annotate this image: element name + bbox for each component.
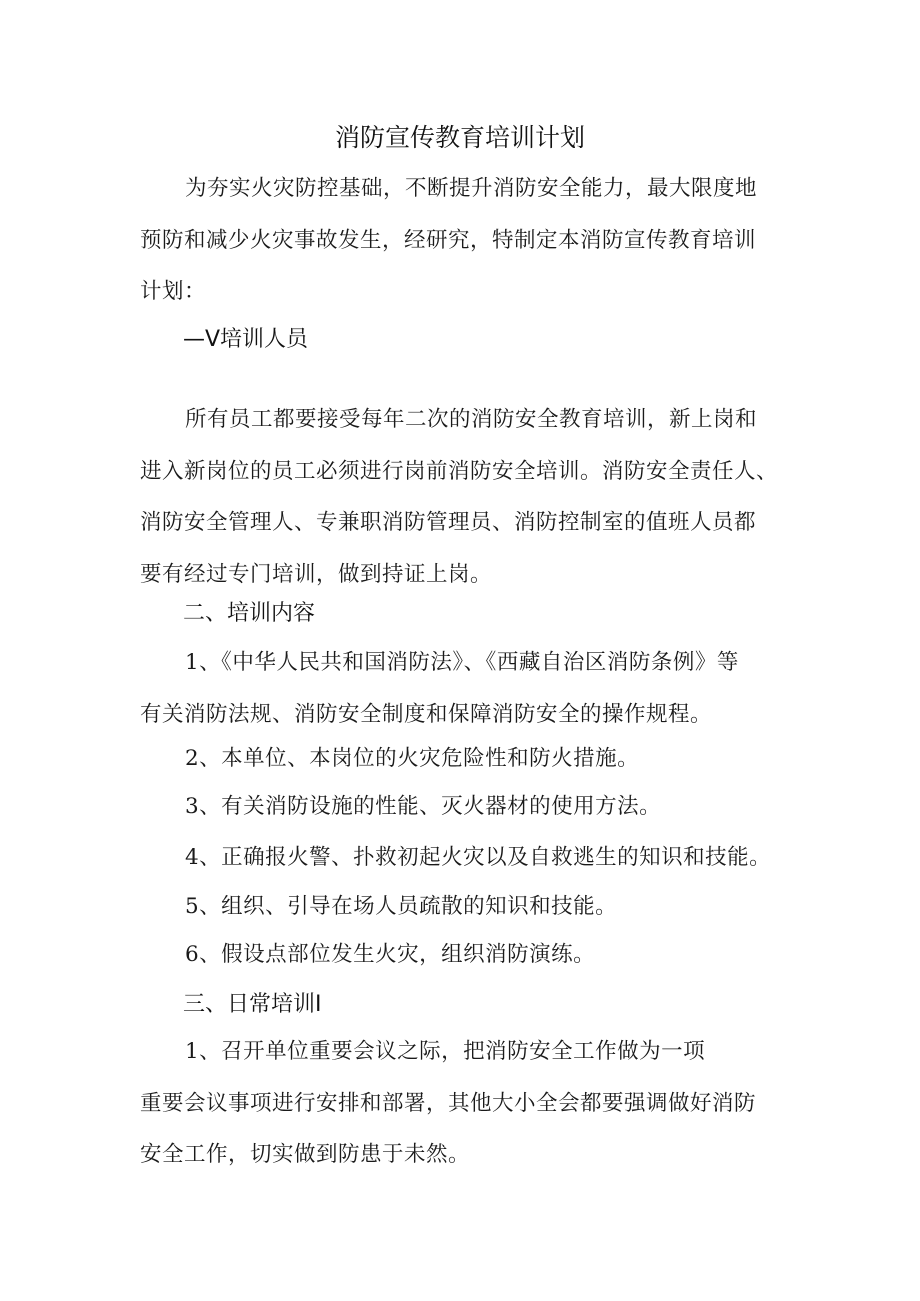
- intro-line: 为夯实火灾防控基础，不断提升消防安全能力，最大限度地: [185, 176, 758, 201]
- intro-line: 计划：: [140, 279, 207, 304]
- content-item-1: [140, 637, 810, 740]
- content-item-6: 6、假设点部位发生火灾，组织消防演练。: [185, 942, 596, 967]
- daily-item-1: [140, 1026, 810, 1181]
- intro-line: 预防和减少火灾事故发生，经研究，特制定本消防宣传教育培训: [140, 227, 757, 253]
- section-heading-daily: 三、日常培训I: [183, 992, 322, 1017]
- content-item-2: 2、本单位、本岗位的火灾危险性和防火措施。: [185, 746, 640, 771]
- personnel-paragraph: [140, 394, 810, 600]
- paragraph-line: 消防安全管理人、专兼职消防管理员、消防控制室的值班人员都: [140, 510, 757, 535]
- document-title: 消防宣传教育培训计划: [334, 123, 585, 152]
- paragraph-line: 所有员工都要接受每年二次的消防安全教育培训，新上岗和: [185, 407, 758, 432]
- paragraph-line: 进入新岗位的员工必须进行岗前消防安全培训。消防安全责任人、: [140, 458, 779, 484]
- section-heading-personnel: —V培训人员: [183, 327, 309, 352]
- paragraph-line: 有关消防法规、消防安全制度和保障消防安全的操作规程。: [140, 701, 713, 727]
- intro-paragraph: [140, 163, 810, 318]
- content-item-3: 3、有关消防设施的性能、灭火器材的使用方法。: [185, 794, 662, 819]
- paragraph-line: 安全工作，切实做到防患于未然。: [140, 1142, 471, 1167]
- content-item-4: 4、正确报火警、扑救初起火灾以及自救逃生的知识和技能。: [185, 845, 772, 870]
- paragraph-line: 要有经过专门培训，做到持证上岗。: [140, 561, 493, 587]
- paragraph-line: 1、召开单位重要会议之际，把消防安全工作做为一项: [185, 1039, 706, 1064]
- paragraph-line: 1、《中华人民共和国消防法》、《西藏自治区消防条例》等: [185, 650, 739, 675]
- section-heading-content: 二、培训内容: [183, 601, 316, 626]
- paragraph-line: 重要会议事项进行安排和部署，其他大小全会都要强调做好消防: [140, 1090, 757, 1116]
- content-item-5: 5、组织、引导在场人员疏散的知识和技能。: [185, 894, 618, 919]
